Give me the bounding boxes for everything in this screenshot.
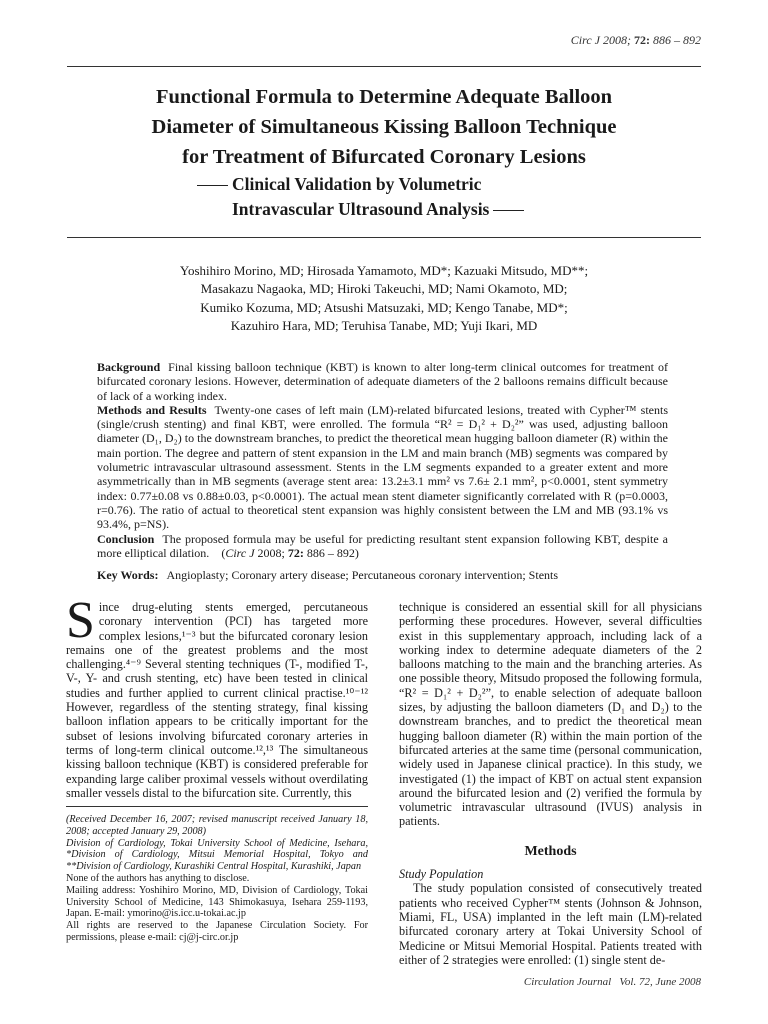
- author-list: [67, 262, 701, 335]
- citation-journal: Circ J: [570, 33, 600, 47]
- abstract-cite-pages: 886 – 892): [306, 545, 359, 560]
- body-column-right: [399, 600, 702, 967]
- abstract-cite-year: 2008;: [257, 545, 285, 560]
- top-rule: [67, 66, 701, 67]
- intro-text: ince drug-eluting stents emerged, percutaneous coronary intervention (PCI) has targeted more complex lesions,¹⁻³ but the bifurcated coronary lesion remains one of the greatest problems and the most challenging.⁴⁻⁹ Several stenting techniques (T-, modified T-, V-, Y- and crush stenting, etc) have been tested in clinical studies and further applied to current clinical practise.¹⁰⁻¹² However, regardless of the stenting strategy, final kissing balloon inflation appears to be critically important for the subset of lesions involving bifurcated coronary arteries in terms of long-term clinical outcome.¹²,¹³ The simultaneous kissing balloon technique (KBT) is considered preferable for expanding large caliber proximal vessels without overdilating smaller vessels distal to the bifurcation site. Currently, this: [66, 600, 368, 800]
- subheading-study-population: Study Population: [399, 867, 484, 882]
- author-line: Yoshihiro Morino, MD; Hirosada Yamamoto, MD*; Kazuaki Mitsudo, MD**;: [179, 263, 589, 278]
- footnote-rule: [66, 806, 368, 807]
- abstract-background-text: Final kissing balloon technique (KBT) is known to alter long-term clinical outcomes for treatment of bifurcated coronary lesions. However, determination of adequate diameters of the 2 balloons remains difficult because of lack of a working index.: [97, 360, 668, 403]
- abstract-conclusion-text: The proposed formula may be useful for predicting resultant stent expansion following KBT, despite a more elliptical dilation.: [97, 531, 668, 560]
- section-heading-methods: Methods: [524, 843, 577, 859]
- body-column-left: [66, 592, 368, 800]
- citation-year: 2008;: [603, 33, 631, 47]
- article-title: [67, 82, 701, 172]
- title-line-2: Diameter of Simultaneous Kissing Balloon Technique: [151, 116, 617, 138]
- study-population-paragraph: The study population consisted of consecutively treated patients who received Cypher™ stents (Johnson & Johnson, Miami, FL, USA) implanted in the left main (LM)-related bifurcated coronary artery at Tokai University School of Medicine or Mitsui Memorial Hospital. Patients treated with either of 2 strategies were enrolled: (1) single stent de-: [399, 881, 702, 967]
- abstract-cite-journal: Circ J: [225, 545, 255, 560]
- subtitle-dash-right: [493, 210, 524, 211]
- subtitle-dash-left: [197, 185, 228, 186]
- citation-pages: 886 – 892: [653, 33, 701, 47]
- abstract-background: [97, 360, 668, 403]
- keywords-label: Key Words:: [97, 568, 159, 583]
- abstract-conclusion-label: Conclusion: [97, 531, 155, 546]
- footer-journal: Circulation Journal: [523, 976, 612, 988]
- intro-continued-paragraph: technique is considered an essential skill for all physicians performing these procedures. However, several difficulties exist in this supplementary approach, including lack of a working index to determine adequate diameters of the 2 balloons matching to the main and the branching arteries. As one possible theory, Mitsudo proposed the following formula, “R² = D₁² + D₂²”, to enable selection of adequate balloon sizes, by adjusting the balloon diameters (D₁ and D₂) to the downstream branches, and to predict the theoretical mean hugging balloon diameter (R) within the main portion of the bifurcated arteries at the same time (personal communication, widely used in Japanese clinical practice). In this study, we investigated (1) the impact of KBT on actual stent expansion around the bifurcated lesion and (2) verified the formula by volumetric intravascular ultrasound (IVUS) analysis in patients.: [399, 600, 702, 829]
- footnote-mailing: Mailing address: Yoshihiro Morino, MD, Division of Cardiology, Tokai University School of Medicine, 143 Shimokasuya, Isehara 259-1193, Japan. E-mail: ymorino@is.icc.u-tokai.ac.jp: [66, 884, 368, 920]
- citation-volume: 72:: [634, 33, 650, 47]
- author-line: Kumiko Kozuma, MD; Atsushi Matsuzaki, MD; Kengo Tanabe, MD*;: [200, 299, 568, 315]
- abstract-cite-open: (: [221, 545, 226, 560]
- footnote-rights: All rights are reserved to the Japanese Circulation Society. For permissions, please e-mail: cj@j-circ.or.jp: [66, 920, 368, 943]
- author-line: Masakazu Nagaoka, MD; Hiroki Takeuchi, MD; Nami Okamoto, MD;: [200, 281, 568, 297]
- journal-citation: [571, 33, 701, 48]
- footnotes: [66, 814, 368, 944]
- drop-cap: S: [66, 592, 95, 649]
- intro-paragraph: [66, 592, 368, 800]
- abstract: [97, 360, 668, 582]
- footnote-affiliation: Division of Cardiology, Tokai University School of Medicine, Isehara, *Division of Cardiology, Mitsui Memorial Hospital, Tokyo and **Division of Cardiology, Kurashiki Central Hospital, Kurashiki, Japan: [66, 837, 368, 873]
- keywords: [97, 568, 668, 582]
- abstract-methods-text: Twenty-one cases of left main (LM)-related bifurcated lesions, treated with Cypher™ stents (single/crush stenting) and final KBT, were enrolled. The formula “R² = D₁² + D₂²” was used, adjusting balloon diameter (D₁, D₂) to the downstream branches, to predict the theoretical mean hugging balloon diameter (R) within the main portion. The degree and pattern of stent expansion in the LM and main branch (MB) segments was compared by volumetric intravascular ultrasound assessment. Stents in the LM segments expanded to a greater extent and more asymmetrically than in MB segments (average stent area: 13.2±3.1 mm² vs 7.6± 2.1 mm², p<0.0001, stent symmetry index: 0.77±0.08 vs 0.88±0.03, p<0.0001). The actual mean stent diameter significantly correlated with R (p=0.0003, r=0.76). The ratio of actual to theoretical stent expansion was highly consistent between the LM and MB (93.1% vs 93.4%, p=NS).: [97, 402, 668, 532]
- abstract-methods: [97, 403, 668, 532]
- article-subtitle: [193, 172, 553, 222]
- title-bottom-rule: [67, 237, 701, 238]
- footer-volume: Vol. 72, June 2008: [619, 976, 701, 988]
- subtitle-line-1: Clinical Validation by Volumetric: [232, 174, 482, 194]
- abstract-conclusion: [97, 532, 668, 561]
- subtitle-line-2: Intravascular Ultrasound Analysis: [232, 199, 490, 219]
- title-line-3: for Treatment of Bifurcated Coronary Lesions: [182, 146, 586, 168]
- abstract-cite-volume: 72:: [287, 545, 304, 560]
- footnote-received: (Received December 16, 2007; revised manuscript received January 18, 2008; accepted January 29, 2008): [66, 814, 368, 837]
- author-line: Kazuhiro Hara, MD; Teruhisa Tanabe, MD; Yuji Ikari, MD: [230, 317, 538, 333]
- title-line-1: Functional Formula to Determine Adequate Balloon: [155, 86, 613, 108]
- abstract-background-label: Background: [97, 360, 161, 374]
- footnote-disclosure: None of the authors has anything to disclose.: [66, 872, 250, 884]
- abstract-methods-label: Methods and Results: [97, 402, 207, 417]
- keywords-text: Angioplasty; Coronary artery disease; Percutaneous coronary intervention; Stents: [166, 568, 559, 583]
- page-footer: [524, 976, 701, 988]
